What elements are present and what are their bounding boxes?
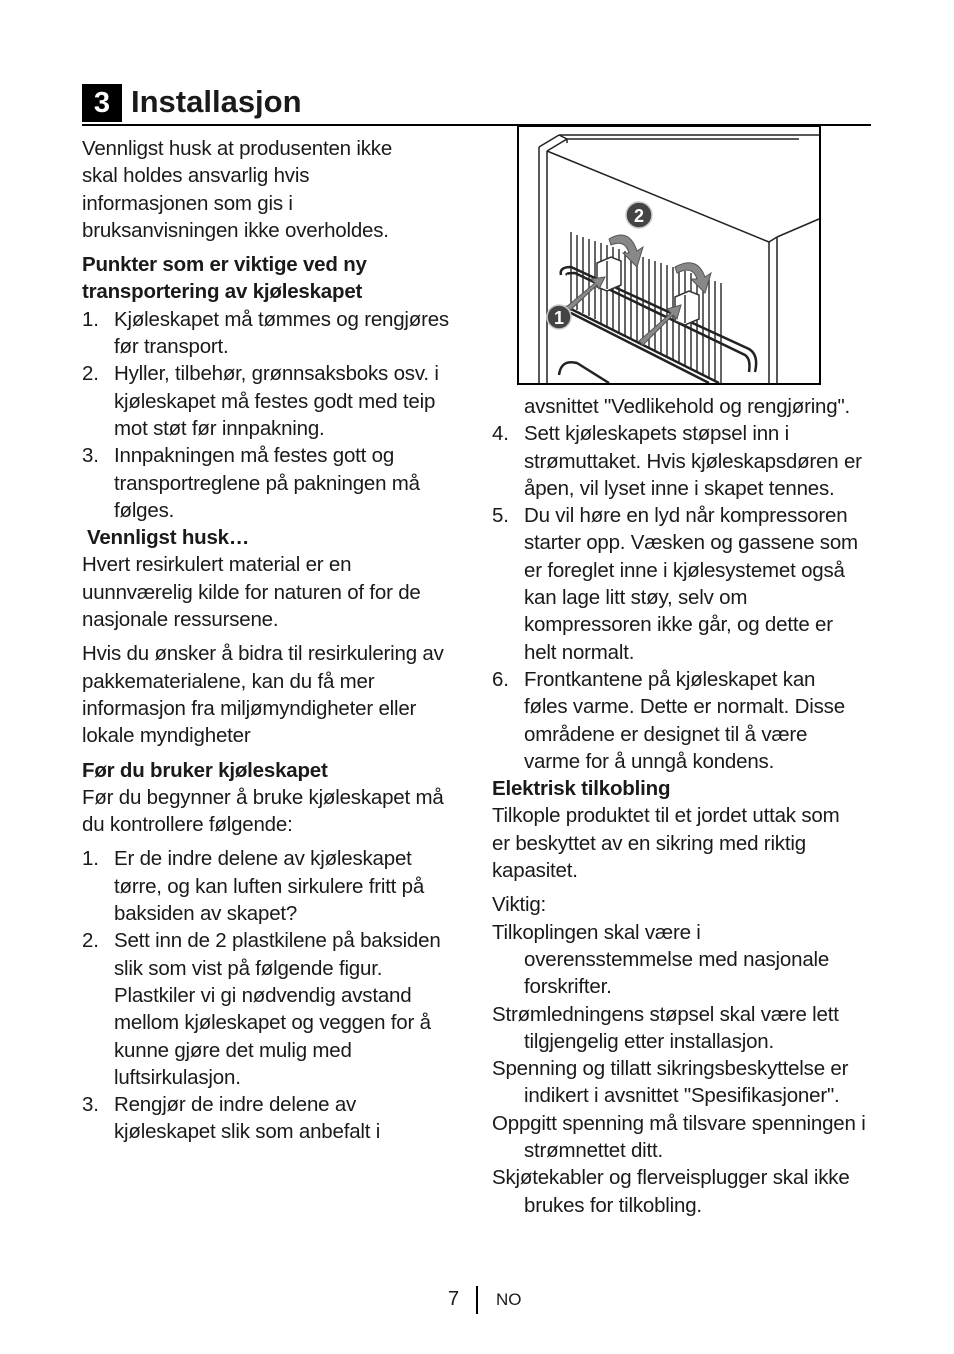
list-item: 5. Du vil høre en lyd når kompressoren starter opp. Væsken og gassene som er foreglet inne i kjølesystemet også kan lage litt støy, selv om kompressoren ikke går, og dette er helt normalt. [492,504,858,664]
remember-paragraph-1: Hvert resirkulert material er en uunnværelig kilde for naturen of for de nasjonale ressursene. [82,553,421,632]
language-code: NO [496,1290,522,1309]
transport-heading: Punkter som er viktige ved ny transportering av kjøleskapet [82,253,367,304]
list-item: 1. Er de indre delene av kjøleskapet tørre, og kan luften sirkulere fritt på baksiden av skapet? [82,847,425,926]
remember-heading: Vennligst husk… [87,526,250,550]
important-item: Tilkoplingen skal være i overensstemmelse med nasjonale forskrifter. [492,920,830,999]
svg-text:1: 1 [553,308,565,328]
plastic-wedge-illustration [517,125,821,385]
before-use-intro: Før du begynner å bruke kjøleskapet må du kontrollere følgende: [82,785,444,837]
before-use-heading: Før du bruker kjøleskapet [82,758,328,782]
electric-paragraph: Tilkople produktet til et jordet uttak som er beskyttet av en sikring med riktig kapasitet. [492,804,840,883]
list-item: 1. Kjøleskapet må tømmes og rengjøres før transport. [82,307,449,359]
electric-heading: Elektrisk tilkobling [492,777,671,801]
before-use-list-continued [492,420,882,775]
section-number: 3 [82,84,122,122]
before-use-list [82,845,467,1145]
list-item: 6. Frontkantene på kjøleskapet kan føles varme. Dette er normalt. Disse områdene er designet til å være varme for å unngå kondens. [492,667,845,773]
list-item: 2. Hyller, tilbehør, grønnsaksboks osv. i kjøleskapet må festes godt med teip mot støt før innpakning. [82,362,439,440]
fridge-back-drawing [519,127,819,383]
right-column [492,393,882,1219]
list-item: 3. Rengjør de indre delene av kjøleskapet slik som anbefalt i [82,1093,381,1144]
transport-list [82,306,467,524]
important-item: Skjøtekabler og flerveisplugger skal ikke brukes for tilkobling. [492,1166,850,1217]
important-label: Viktig: [492,893,547,917]
important-item: Oppgitt spenning må tilsvare spenningen i strømnettet ditt. [492,1111,866,1163]
left-column [82,135,467,1146]
page-footer [0,1286,954,1316]
item-3-continuation: avsnittet "Vedlikehold og rengjøring". [524,395,851,418]
page-number: 7 [448,1288,460,1310]
svg-text:2: 2 [633,206,645,226]
footer-divider [476,1286,478,1314]
remember-paragraph-2: Hvis du ønsker å bidra til resirkulering av pakkematerialene, kan du få mer informasjon fra miljømyndigheter eller lokale myndigheter [82,642,444,748]
important-item: Strømledningens støpsel skal være lett tilgjengelig etter installasjon. [492,1002,839,1053]
intro-paragraph: Vennligst husk at produsenten ikke skal holdes ansvarlig hvis informasjonen som gis i bruksanvisningen ikke overholdes. [82,137,393,242]
marker-2 [626,202,652,228]
marker-1 [547,305,571,329]
important-item: Spenning og tillatt sikringsbeskyttelse er indikert i avsnittet "Spesifikasjoner". [492,1057,849,1108]
page-title: Installasjon [131,84,302,119]
list-item: 4. Sett kjøleskapets støpsel inn i strømuttaket. Hvis kjøleskapsdøren er åpen, vil lyset inne i skapet tennes. [492,422,862,500]
list-item: 2. Sett inn de 2 plastkilene på baksiden slik som vist på følgende figur. Plastkiler vi gi nødvendig avstand mellom kjøleskapet og veggen for å kunne gjøre det mulig med luftsirkulasjon. [82,929,441,1089]
section-header [82,82,871,126]
list-item: 3. Innpakningen må festes gott og transportreglene på pakningen må følges. [82,444,420,522]
